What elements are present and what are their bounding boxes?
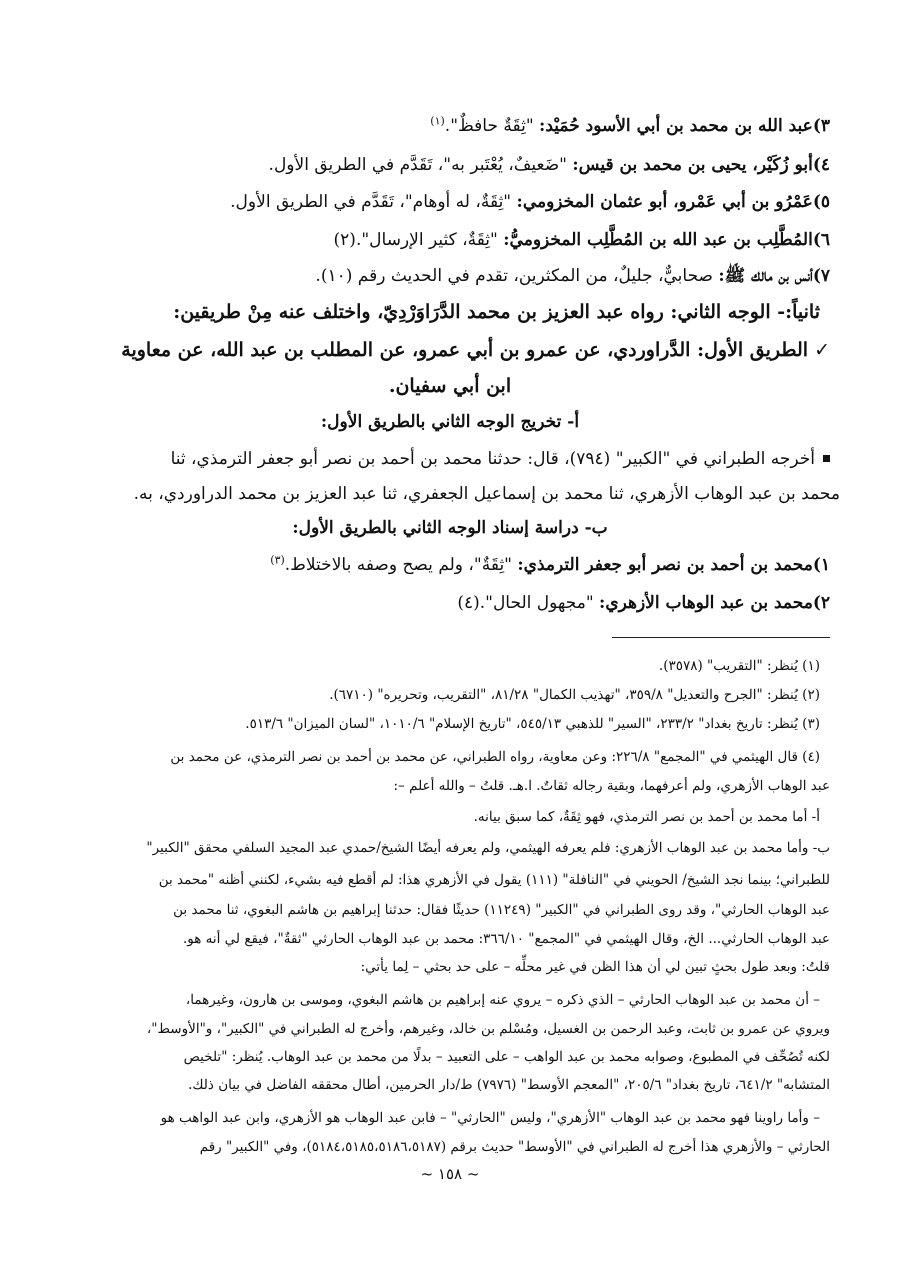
footnote-ref: (٣) (270, 553, 285, 567)
narrator-5 (70, 190, 830, 214)
narrator-name: عبد الله بن محمد بن أبي الأسود حُمَيْد: (539, 116, 813, 136)
narrator-name: عَمْرُو بن أبي عَمْرو، أبو عثمان المخزومي: (516, 192, 813, 212)
narrator-grade: "ضَعيفٌ، يُعْتَبر به"، تَقَدَّم في الطريق الأول. (268, 155, 573, 175)
narrator-name: أنس بن مالك ﷺ: (718, 266, 813, 286)
footnote-1: (١) يُنظر: "التقريب" (٣٥٧٨). (658, 658, 820, 674)
path-chain-end: ابن أبي سفيان. (388, 375, 512, 397)
narrator-4 (70, 153, 830, 177)
narrator-grade: "مجهول الحال". (479, 593, 600, 613)
takhrij-text: أخرجه الطبراني في "الكبير" (٧٩٤)، قال: حدثنا محمد بن أحمد بن نصر أبو جعفر الترمذي، ثنا (170, 449, 815, 469)
narrator-grade: "ثِقَةٌ حافظٌ". (444, 116, 540, 136)
path-chain: : الدَّراوردي، عن عمرو بن أبي عمرو، عن المطلب بن عبد الله، عن معاوية (121, 339, 705, 361)
narrator-name: محمد بن عبد الوهاب الأزهري: (599, 593, 813, 613)
narrator-grade: "ثِقَةٌ، له أوهام"، تَقَدَّم في الطريق الأول. (230, 192, 517, 212)
footnote-4-line: المتشابه" ٦٤١/٢، تاريخ بغداد" ٢٠٥/٦، "المعجم الأوسط" (٧٩٧٦) ط/دار الحرمين، أطال محققه الفاضل في بيان ذلك. (188, 1077, 830, 1093)
takhrij-line-2 (60, 482, 840, 506)
narrator-name: المُطَّلِب بن عبد الله بن المُطَّلِب المخزوميُّ: (503, 230, 813, 250)
footnote-4-line: أ- أما محمد بن أحمد بن نصر الترمذي، فهو ثِقَةٌ، كما سبق بيانه. (473, 809, 820, 825)
heading-takhrij (70, 410, 830, 434)
footnote-4-line: عبد الوهاب الحارثي"، وقد روى الطبراني في "الكبير" (١١٢٤٩) حديثًا فقال: حدثنا إبراهيم بن هاشم البغوي، ثنا محمد بن (173, 902, 830, 918)
footnote-3: (٣) يُنظر: تاريخ بغداد" ٢٣٣/٢، "السير" للذهبي ٥٤٥/١٣، "تاريخ الإسلام" ١٠١٠/٦، "لسان الميزان" ٥١٣/٦. (245, 716, 820, 732)
heading-isnad-study (70, 516, 830, 540)
footnote-4-line: – أن محمد بن عبد الوهاب الحارثي – الذي ذكره – يروي عنه إبراهيم بن هاشم البغوي، وموسى بن هارون، وغيرهما، (185, 992, 820, 1008)
narrator-grade: "ثِقَةٌ"، ولم يصح وصفه بالاختلاط. (284, 555, 518, 575)
item-number: ٦) (812, 230, 830, 250)
narrator-name: أبو زُكَيْر، يحيى بن محمد بن قيس: (572, 155, 813, 175)
footnote-ref: (٤) (457, 593, 480, 613)
footnote-4-line: لكنه تُصُحِّف في المطبوع، وصوابه محمد بن عبد الواهب – على التعبيد – بدلًا من محمد بن عبد الوهاب. يُنظر: "تلخيص (183, 1049, 830, 1065)
footnote-4-line: ويروي عن عمرو بن ثابت، وعبد الرحمن بن الغسيل، ومُسْلم بن خالد، وغيرهم، وأخرج له الطبراني في "الكبير"، و"الأوسط"، (146, 1021, 830, 1037)
bullet-icon (823, 455, 830, 462)
footnote-separator (612, 637, 830, 638)
narrator-3 (70, 114, 830, 138)
footnote-4-line: ب- وأما محمد بن عبد الوهاب الأزهري: فلم يعرفه الهيثمي، ولم يعرفه أيضًا الشيخ/حمدي عبد المجيد السلفي محقق "الكبير" (146, 840, 830, 856)
footnote-4-line: (٤) قال الهيثمي في "المجمع" ٢٢٦/٨: وعن معاوية، رواه الطبراني، عن محمد بن أحمد بن نصر الترمذي، عن محمد بن (170, 749, 820, 765)
item-number: ٣) (812, 116, 830, 136)
heading-takhrij-text: أ- تخريج الوجه الثاني بالطريق الأول: (320, 412, 580, 432)
footnote-4-line: عبد الوهاب الأزهري، ولم أعرفهما، وبقية رجاله ثقاتٌ. ا.هـ. قلتُ – والله أعلم –: (393, 778, 830, 794)
footnote-4-line: عبد الوهاب الحارثي... الخ، وقال الهيثمي في "المجمع" ٣٦٦/١٠: محمد بن عبد الوهاب الحارثي "ثقةٌ"، فيقع لي أنه هو. (182, 931, 830, 947)
takhrij-line-1 (70, 447, 830, 471)
takhrij-text: محمد بن عبد الوهاب الأزهري، ثنا محمد بن إسماعيل الجعفري، ثنا عبد العزيز بن محمد الدراوردي، به. (133, 484, 840, 504)
aspect-label: ثانياً:- الوجه الثاني (677, 301, 820, 323)
narrator-1 (70, 553, 830, 577)
footnote-2: (٢) يُنظر: "الجرح والتعديل" ٣٥٩/٨، "تهذيب الكمال" ٨١/٢٨، "التقريب، وتحريره" (٦٧١٠). (329, 687, 820, 703)
first-path-line-2 (70, 374, 830, 398)
footnote-4-line: قلتُ: وبعد طول بحثٍ تبين لي أن هذا الظن في غير محلِّه – على حد بحثي – لِما يأتي: (360, 959, 830, 975)
item-number: ١) (812, 555, 830, 575)
narrator-grade: "ثِقَةٌ، كثير الإرسال". (355, 230, 504, 250)
heading-isnad-study-text: ب- دراسة إسناد الوجه الثاني بالطريق الأول: (292, 518, 608, 538)
footnote-ref: (٢) (333, 230, 356, 250)
narrator-name: محمد بن أحمد بن نصر أبو جعفر الترمذي: (517, 555, 813, 575)
item-number: ٥) (812, 192, 830, 212)
footnote-4-line: – وأما راوينا فهو محمد بن عبد الوهاب "الأزهري"، وليس "الحارثي" – فابن عبد الوهاب هو الأزهري، وابن عبد الواهب هو (160, 1110, 820, 1126)
second-aspect-heading (70, 300, 820, 324)
path-label: الطريق الأول (704, 339, 809, 361)
item-number: ٧) (812, 266, 830, 286)
narrator-6 (70, 228, 830, 252)
item-number: ٤) (812, 155, 830, 175)
footnote-ref: (١) (430, 114, 445, 128)
footnote-4-line: للطبراني؛ بينما نجد الشيخ/ الحويني في "النافلة" (١١١) يقول في الأزهري هذا: لم أقطع فيه بشيء، لكنني أظنه "محمد بن (158, 872, 830, 888)
check-icon: ✓ (814, 339, 830, 361)
narrator-2 (70, 591, 830, 615)
narrator-grade: صحابيٌّ، جليلٌ، من المكثرين، تقدم في الحديث رقم (١٠). (315, 266, 719, 286)
item-number: ٢) (812, 593, 830, 613)
aspect-text: : رواه عبد العزيز بن محمد الدَّرَاوَرْدِيّ، واختلف عنه مِنْ طريقين: (173, 301, 678, 323)
page-number: ~ ١٥٨ ~ (420, 1165, 480, 1183)
narrator-7 (70, 264, 830, 288)
first-path-line-1 (70, 338, 830, 362)
footnote-4-line: الحارثي – والأزهري هذا أخرج له الطبراني في "الأوسط" حديث برقم (٥١٨٤،٥١٨٥،٥١٨٦،٥١٨٧)، وفي "الكبير" رقم (199, 1139, 830, 1155)
